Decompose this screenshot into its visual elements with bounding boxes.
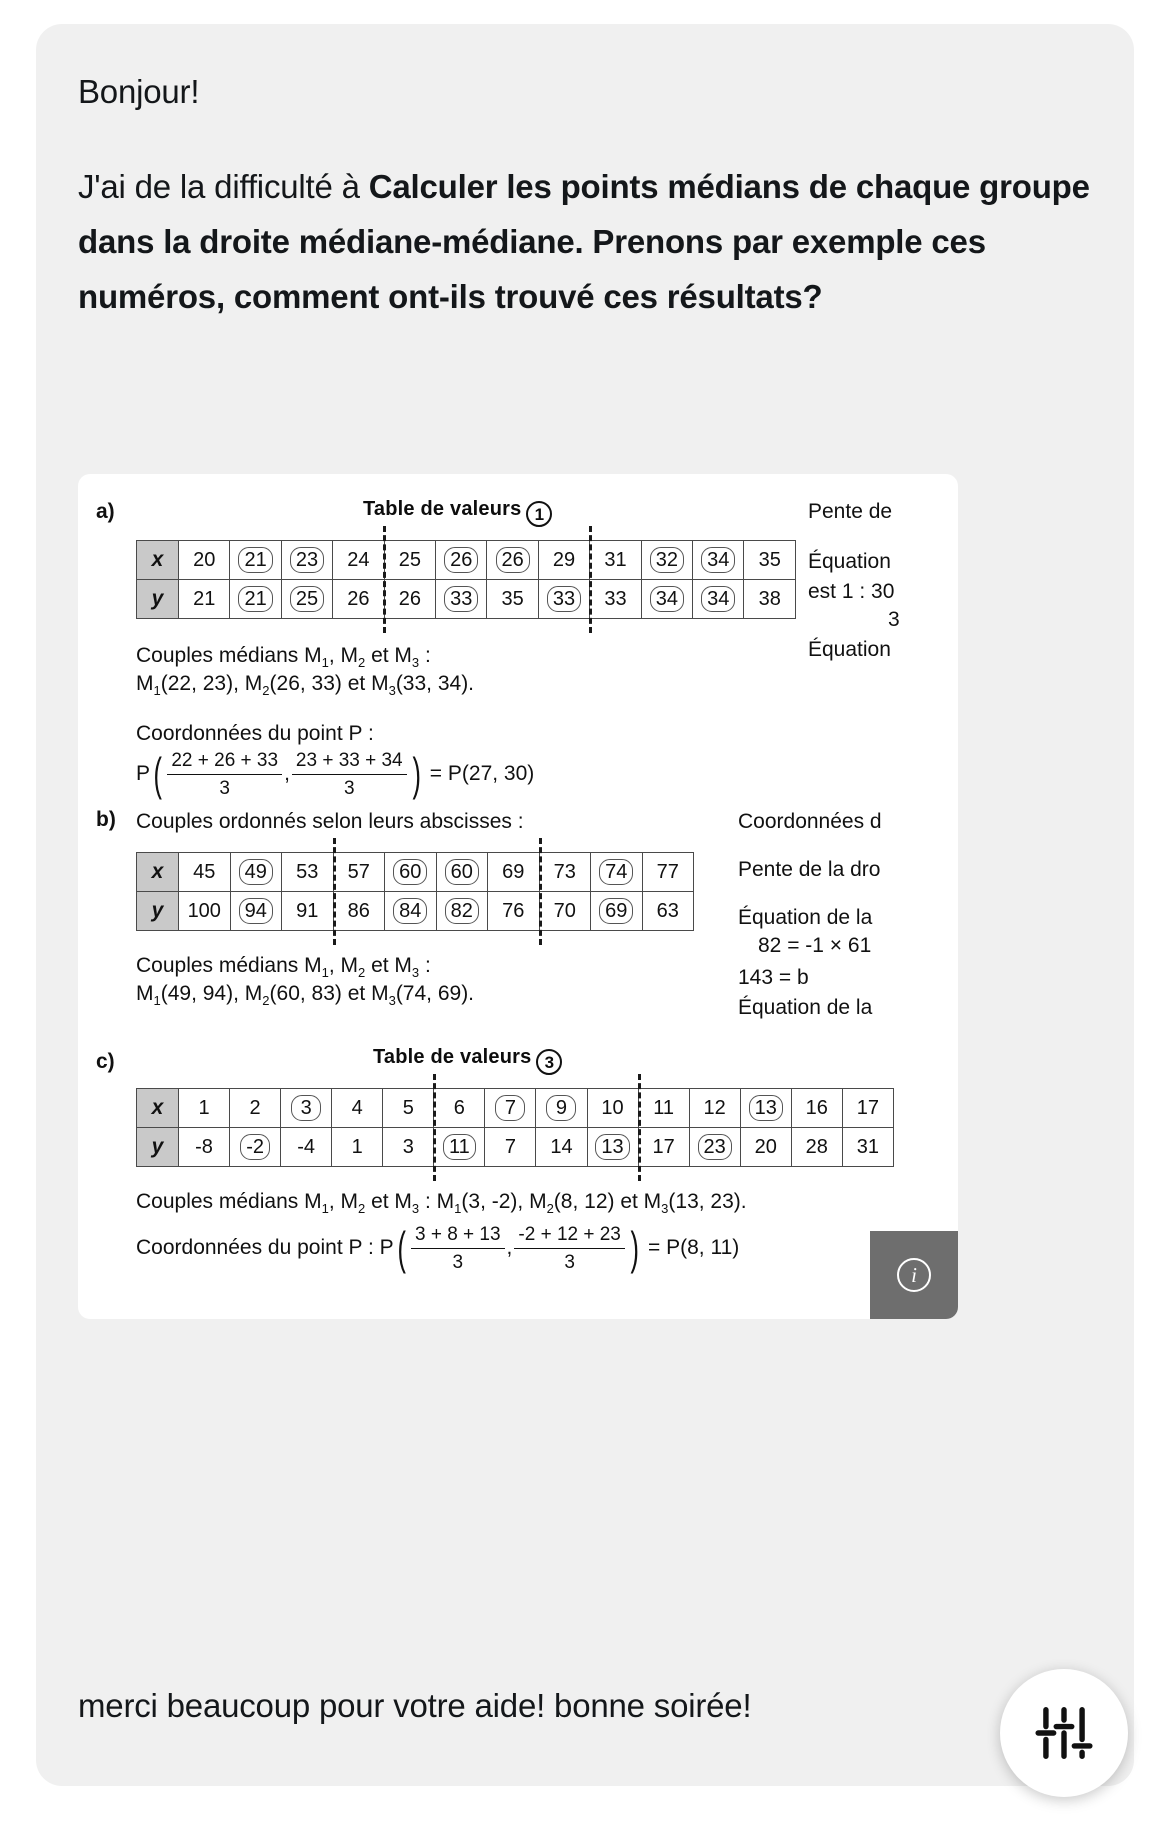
section-c-frac-x-den: 3	[452, 1252, 464, 1274]
cell-y-0: 100	[179, 892, 231, 931]
cell-x-0: 45	[179, 853, 231, 892]
cell-x-13: 17	[842, 1089, 893, 1128]
circled-value: 94	[239, 898, 273, 924]
circled-value: 25	[290, 586, 324, 612]
cell-x-9: 77	[642, 853, 694, 892]
cell-y-11: 38	[744, 580, 796, 619]
image-info-button[interactable]	[870, 1231, 958, 1319]
cell-y-3: 1	[332, 1128, 383, 1167]
cell-y-3: 26	[333, 580, 384, 619]
circled-value: 32	[650, 547, 684, 573]
section-c-formula-result: = P(8, 11)	[648, 1236, 740, 1260]
circled-value: 34	[701, 547, 735, 573]
cell-x-4	[385, 853, 437, 892]
circled-value: 69	[599, 898, 633, 924]
cell-x-8: 10	[587, 1089, 638, 1128]
section-c-table-title-text: Table de valeurs	[373, 1046, 532, 1068]
circled-value: 33	[547, 586, 581, 612]
cell-x-8	[591, 853, 643, 892]
cell-y-12: 28	[791, 1128, 842, 1167]
section-b-right-line-5: 143 = b	[738, 966, 809, 989]
cell-y-9	[641, 580, 692, 619]
circled-value: 82	[445, 898, 479, 924]
section-b-right-line-3: Équation de la	[738, 906, 873, 929]
section-a-formula: P( $\frac{22 + 26 + 33}{3}$ , $\frac{23 + 33 + 34}{3}$ ) = P(27, 30)	[136, 748, 535, 801]
cell-y-2: 91	[282, 892, 334, 931]
section-a-table-title	[363, 498, 552, 527]
info-icon: i	[897, 1258, 931, 1292]
cell-x-10: 12	[689, 1089, 740, 1128]
section-a-right-line-3: est 1 : 30	[808, 580, 895, 603]
cell-x-9: 11	[638, 1089, 689, 1128]
cell-x-2: 53	[282, 853, 334, 892]
cell-y-1	[230, 580, 281, 619]
section-b-medians-label: Couples médians $M_1$, $M_2$ et $M_3$ :	[136, 954, 431, 981]
cell-x-11	[740, 1089, 791, 1128]
table-row-x	[137, 1089, 894, 1128]
circled-value: 23	[290, 547, 324, 573]
cell-y-8	[587, 1128, 638, 1167]
cell-x-2	[281, 1089, 332, 1128]
circled-value: 13	[595, 1134, 629, 1160]
section-b-intro: Couples ordonnés selon leurs abscisses :	[136, 810, 524, 833]
group-separator-1	[433, 1074, 436, 1181]
section-a-table-number: 1	[526, 501, 552, 527]
table-row-y	[137, 892, 694, 931]
section-c-value-table	[136, 1088, 894, 1167]
cell-y-2: -4	[281, 1128, 332, 1167]
section-a-table-title-text: Table de valeurs	[363, 498, 522, 520]
cell-x-6	[485, 1089, 536, 1128]
section-a-point-label: Coordonnées du point P :	[136, 722, 374, 745]
section-b-value-table	[136, 852, 694, 931]
cell-x-3: 24	[333, 541, 384, 580]
circled-value: 21	[238, 547, 272, 573]
cell-x-9	[641, 541, 692, 580]
sliders-icon	[1033, 1702, 1095, 1764]
greeting-text: Bonjour!	[78, 73, 200, 110]
section-a-medians-label: Couples médians $M_1$, $M_2$ et $M_3$ :	[136, 644, 431, 671]
cell-y-1	[230, 1128, 281, 1167]
cell-y-5	[434, 1128, 485, 1167]
section-b-right-line-6: Équation de la	[738, 996, 873, 1019]
row-header-x: x	[137, 541, 179, 580]
section-a-formula-p: P	[136, 762, 151, 786]
cell-y-7	[538, 580, 589, 619]
section-c-point-formula: Coordonnées du point P : P( $\frac{3 + 8 + 13}{3}$ , $\frac{-2 + 12 + 23}{3}$ ) = P(8, 11)	[136, 1222, 740, 1275]
circled-value: 49	[239, 859, 273, 885]
cell-x-3: 4	[332, 1089, 383, 1128]
group-separator-2	[638, 1074, 641, 1181]
section-c-table-title	[373, 1046, 562, 1075]
cell-x-6: 69	[488, 853, 540, 892]
cell-y-6: 7	[485, 1128, 536, 1167]
cell-y-4	[385, 892, 437, 931]
section-b-medians-values: $M_1(49$, 94), $M_2(60$, 83) et $M_3(74$, 69).	[136, 982, 475, 1009]
circled-value: 3	[291, 1095, 321, 1121]
group-separator-2	[589, 526, 592, 633]
group-separator-1	[333, 838, 336, 945]
cell-y-1	[230, 892, 282, 931]
section-c-label: c)	[96, 1050, 115, 1073]
circled-value: 33	[444, 586, 478, 612]
section-c-point-prefix: Coordonnées du point P : P	[136, 1236, 394, 1260]
cell-x-2	[281, 541, 332, 580]
section-a-frac-y-den: 3	[343, 778, 355, 800]
cell-y-6: 76	[488, 892, 540, 931]
cell-x-3: 57	[333, 853, 385, 892]
textbook-page	[78, 474, 958, 1319]
cell-x-8: 31	[590, 541, 641, 580]
cell-x-10	[693, 541, 744, 580]
cell-y-4: 26	[384, 580, 435, 619]
cell-x-7: 29	[538, 541, 589, 580]
section-a-right-line-1: Pente de	[808, 500, 893, 523]
section-c-frac-x-num: 3 + 8 + 13	[411, 1222, 505, 1249]
cell-y-9: 17	[638, 1128, 689, 1167]
section-a-right-line-4: 3	[888, 608, 900, 631]
cell-x-5	[436, 853, 488, 892]
cell-y-10	[689, 1128, 740, 1167]
question-plain: J'ai de la difficulté à	[78, 167, 369, 205]
cell-x-1	[230, 541, 281, 580]
circled-value: 34	[701, 586, 735, 612]
circled-value: 11	[443, 1134, 476, 1160]
cell-x-4: 5	[383, 1089, 434, 1128]
circled-value: -2	[240, 1134, 270, 1160]
cell-y-10	[693, 580, 744, 619]
circled-value: 60	[393, 859, 427, 885]
cell-x-7: 73	[539, 853, 591, 892]
section-c-frac-y-num: -2 + 12 + 23	[514, 1222, 624, 1249]
circled-value: 26	[444, 547, 478, 573]
section-a-frac-x-num: 22 + 26 + 33	[167, 748, 282, 775]
cell-x-5: 6	[434, 1089, 485, 1128]
cell-y-0: 21	[179, 580, 230, 619]
cell-y-4: 3	[383, 1128, 434, 1167]
circled-value: 34	[650, 586, 684, 612]
cell-y-3: 86	[333, 892, 385, 931]
table-row-y	[137, 1128, 894, 1167]
cell-y-2	[281, 580, 332, 619]
section-a-formula-result: = P(27, 30)	[429, 762, 535, 786]
cell-y-8	[591, 892, 643, 931]
section-c-fraction-y	[514, 1222, 624, 1275]
cell-y-6: 35	[487, 580, 538, 619]
cell-y-5	[436, 580, 487, 619]
circled-value: 26	[496, 547, 530, 573]
circled-value: 21	[238, 586, 272, 612]
row-header-y: y	[137, 892, 179, 931]
section-a-frac-x-den: 3	[219, 778, 230, 800]
section-b-right-line-2: Pente de la dro	[738, 858, 881, 881]
cell-y-11: 20	[740, 1128, 791, 1167]
attached-image[interactable]	[78, 474, 958, 1319]
circled-value: 13	[749, 1095, 783, 1121]
row-header-y: y	[137, 1128, 179, 1167]
circled-value: 84	[393, 898, 427, 924]
question-bold: Calculer les points médians de chaque groupe dans la droite médiane-médiane. Prenons par exemple ces numéros, comment ont-ils trouvé ces résultats?	[78, 167, 1090, 316]
cell-x-11: 35	[744, 541, 796, 580]
table-row-x	[137, 853, 694, 892]
section-a-value-table	[136, 540, 796, 619]
cell-x-1	[230, 853, 282, 892]
cell-y-7: 70	[539, 892, 591, 931]
table-row-y	[137, 580, 796, 619]
message-card	[36, 24, 1134, 1786]
circled-value: 60	[445, 859, 479, 885]
cell-y-13: 31	[842, 1128, 893, 1167]
circled-value: 9	[546, 1095, 576, 1121]
section-b-right-line-4: 82 = -1 × 61	[758, 934, 872, 957]
cell-x-5	[436, 541, 487, 580]
cell-x-4: 25	[384, 541, 435, 580]
row-header-y: y	[137, 580, 179, 619]
circled-value: 7	[495, 1095, 525, 1121]
group-separator-1	[383, 526, 386, 633]
question-text	[78, 159, 1092, 325]
section-c-frac-y-den: 3	[564, 1252, 575, 1274]
cell-x-6	[487, 541, 538, 580]
cell-y-8: 33	[590, 580, 641, 619]
row-header-x: x	[137, 853, 179, 892]
section-a-fraction-x	[167, 748, 282, 801]
circled-value: 74	[599, 859, 633, 885]
cell-x-0: 1	[179, 1089, 230, 1128]
section-a-medians-values: $M_1(22$, 23), $M_2(26$, 33) et $M_3(33$, 34).	[136, 672, 475, 699]
group-separator-2	[539, 838, 542, 945]
section-c-fraction-x	[411, 1222, 505, 1275]
circled-value: 23	[698, 1134, 732, 1160]
section-c-medians-line: Couples médians $M_1$, $M_2$ et $M_3$ : $M_1(3$, -2), $M_2(8$, 12) et $M_3(13$, 23).	[136, 1190, 747, 1217]
cell-x-7	[536, 1089, 587, 1128]
section-c-table-number: 3	[536, 1049, 562, 1075]
cell-y-9: 63	[642, 892, 694, 931]
cell-y-0: -8	[179, 1128, 230, 1167]
cell-x-0: 20	[179, 541, 230, 580]
cell-y-7: 14	[536, 1128, 587, 1167]
row-header-x: x	[137, 1089, 179, 1128]
section-a-frac-y-num: 23 + 33 + 34	[292, 748, 407, 775]
table-row-x	[137, 541, 796, 580]
closing-text: merci beaucoup pour votre aide! bonne soirée!	[78, 1686, 752, 1724]
section-b-label: b)	[96, 808, 116, 831]
cell-x-12: 16	[791, 1089, 842, 1128]
section-a-right-line-5: Équation	[808, 638, 891, 661]
section-b-right-line-1: Coordonnées d	[738, 810, 882, 833]
section-a-right-line-2: Équation	[808, 550, 891, 573]
section-a-label: a)	[96, 500, 115, 523]
section-a-fraction-y	[292, 748, 407, 801]
cell-y-5	[436, 892, 488, 931]
cell-x-1: 2	[230, 1089, 281, 1128]
settings-fab-button[interactable]	[1000, 1669, 1128, 1797]
